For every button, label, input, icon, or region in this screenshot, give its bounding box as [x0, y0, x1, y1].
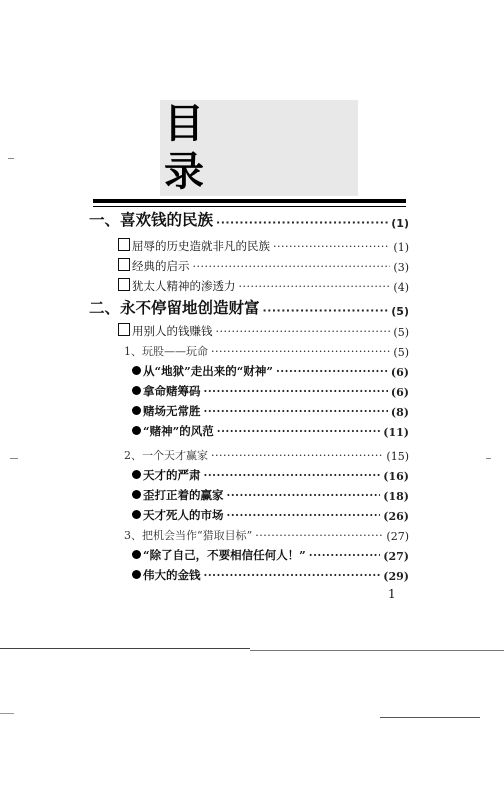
toc-entry-text: 天才的严肃: [143, 468, 201, 482]
toc-entry-title: [89, 208, 213, 230]
toc-entry-title: [132, 403, 201, 419]
filled-circle-bullet-icon: [132, 510, 141, 519]
scan-speck: [10, 458, 18, 459]
toc-leader-dots: [227, 489, 381, 503]
toc-entry-title: [124, 527, 252, 543]
filled-circle-bullet-icon: [132, 490, 141, 499]
toc-entry-text: 从“地狱”走出来的“财神”: [143, 364, 273, 378]
scan-line: [0, 648, 250, 649]
toc-entry-title: [89, 296, 260, 318]
toc-entry-page: (27): [386, 530, 409, 543]
toc-entry-title: [132, 507, 224, 523]
toc-entry-text: 歪打正着的赢家: [143, 488, 224, 502]
toc-entry-page: (26): [383, 510, 409, 523]
toc-leader-dots: [216, 216, 388, 230]
toc-title: 目 录: [160, 100, 358, 196]
scan-line: [380, 717, 480, 718]
toc-entry: [132, 505, 409, 523]
toc-leader-dots: [211, 345, 390, 359]
square-bullet-icon: [118, 278, 130, 291]
toc-entry-page: (29): [383, 570, 409, 583]
toc-leader-dots: [204, 569, 381, 583]
toc-leader-dots: [216, 325, 391, 339]
filled-circle-bullet-icon: [132, 550, 141, 559]
toc-leader-dots: [193, 260, 391, 274]
toc-entry-text: 用别人的钱赚钱: [132, 324, 213, 338]
toc-entry-text: 二、永不停留地创造财富: [89, 299, 260, 317]
scan-speck: [486, 458, 491, 459]
toc-entry-title: [132, 487, 224, 503]
square-bullet-icon: [118, 323, 130, 336]
filled-circle-bullet-icon: [132, 426, 141, 435]
toc-entry: [89, 296, 409, 318]
toc-entry-title: [132, 567, 201, 583]
filled-circle-bullet-icon: [132, 406, 141, 415]
toc-entry-title: [118, 278, 236, 294]
toc-entry-text: 拿命赌筹码: [143, 384, 201, 398]
toc-entry-title: [124, 343, 208, 359]
filled-circle-bullet-icon: [132, 366, 141, 375]
filled-circle-bullet-icon: [132, 570, 141, 579]
toc-leader-dots: [227, 509, 381, 523]
toc-entry-title: [118, 323, 213, 339]
toc-entry-title: [118, 238, 270, 254]
toc-entry-text: 天才死人的市场: [143, 508, 224, 522]
filled-circle-bullet-icon: [132, 470, 141, 479]
toc-entry: [124, 445, 409, 463]
toc-entry-page: (5): [393, 326, 409, 339]
toc-entry: [124, 525, 409, 543]
toc-entry: [132, 545, 409, 563]
toc-entry: [132, 381, 409, 399]
toc-entry: [118, 256, 409, 274]
toc-entry: [132, 361, 409, 379]
toc-entry-title: [118, 258, 190, 274]
toc-entry-page: (6): [390, 386, 409, 399]
toc-leader-dots: [204, 405, 388, 419]
toc-entry-title: [132, 363, 273, 379]
toc-entry-page: (1): [393, 241, 409, 254]
toc-leader-dots: [217, 425, 381, 439]
toc-leader-dots: [204, 385, 388, 399]
toc-leader-dots: [204, 469, 381, 483]
toc-entry-title: [132, 383, 201, 399]
toc-entry-page: (4): [393, 281, 409, 294]
toc-entry-page: (6): [390, 366, 409, 379]
square-bullet-icon: [118, 258, 130, 271]
toc-entry-title: [124, 447, 208, 463]
toc-entry-text: 经典的启示: [132, 259, 190, 273]
toc-entry-text: “赌神”的风范: [143, 424, 214, 438]
toc-entry-page: (11): [383, 426, 409, 439]
toc-entry-text: 1、玩股——玩命: [124, 345, 208, 358]
toc-entry-text: 伟大的金钱: [143, 568, 201, 582]
toc-entry-page: (5): [393, 346, 409, 359]
toc-leader-dots: [263, 304, 389, 318]
toc-entry-text: 屈辱的历史造就非凡的民族: [132, 239, 270, 253]
toc-entry: [118, 236, 409, 254]
toc-entry-text: 赌场无常胜: [143, 404, 201, 418]
page-number: 1: [388, 587, 396, 601]
toc-entry-text: 犹太人精神的渗透力: [132, 279, 236, 293]
toc-entry: [132, 421, 409, 439]
toc-entry-page: (3): [393, 261, 409, 274]
filled-circle-bullet-icon: [132, 386, 141, 395]
toc-entry-text: 2、一个天才赢家: [124, 449, 208, 462]
scan-line: [0, 713, 14, 714]
toc-entry: [132, 565, 409, 583]
toc-leader-dots: [211, 449, 383, 463]
scan-speck: [8, 158, 14, 159]
scan-line: [250, 650, 504, 651]
toc-entry-title: [132, 423, 214, 439]
toc-entry: [132, 401, 409, 419]
toc-entry-page: (15): [386, 450, 409, 463]
square-bullet-icon: [118, 238, 130, 251]
toc-entry: [118, 321, 409, 339]
toc-entry: [89, 208, 409, 230]
toc-entry-page: (1): [391, 217, 409, 230]
toc-entry-title: [132, 467, 201, 483]
toc-entry-page: (16): [383, 470, 409, 483]
toc-entry: [118, 276, 409, 294]
toc-entry: [132, 465, 409, 483]
toc-leader-dots: [273, 240, 390, 254]
toc-leader-dots: [239, 280, 391, 294]
toc-leader-dots: [255, 529, 383, 543]
toc-entry-text: 一、喜欢钱的民族: [89, 211, 214, 229]
toc-entry-text: “除了自己，不要相信任何人！”: [143, 548, 306, 562]
toc-entry: [132, 485, 409, 503]
toc-entry-page: (8): [390, 406, 409, 419]
toc-entry: [124, 341, 409, 359]
toc-entry-title: [132, 547, 306, 563]
toc-entry-page: (27): [383, 550, 409, 563]
toc-entry-page: (5): [391, 305, 409, 318]
toc-entry-text: 3、把机会当作“猎取目标”: [124, 529, 253, 542]
toc-leader-dots: [276, 365, 388, 379]
toc-entry-page: (18): [383, 490, 409, 503]
toc-leader-dots: [309, 549, 381, 563]
